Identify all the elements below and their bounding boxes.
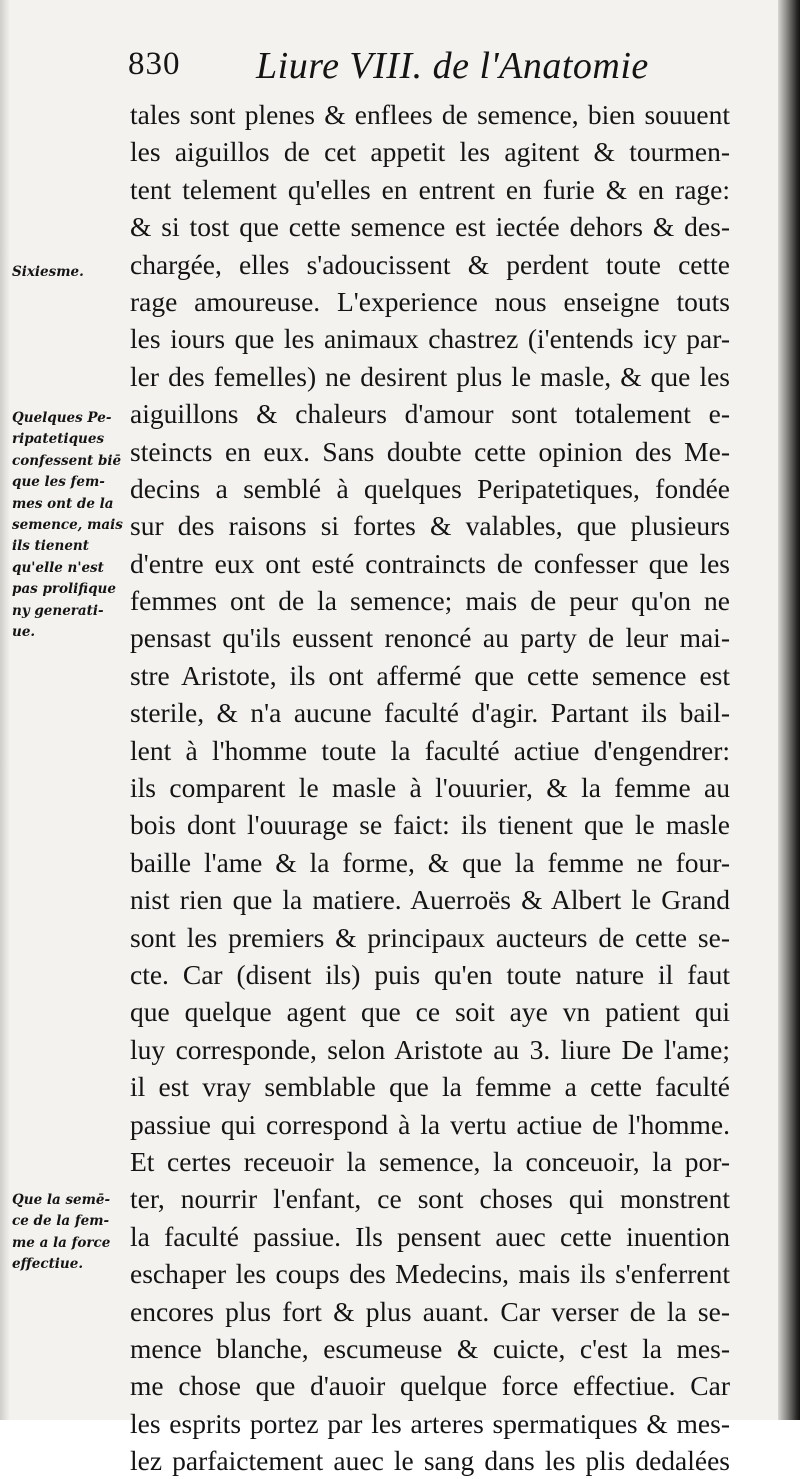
margin-note-line: ce de la fem- [12, 1213, 110, 1230]
margin-note-line: pas prolifique [12, 581, 116, 598]
text-line: me chose que d'auoir quelque force effectiue. Car [130, 1370, 730, 1402]
text-line: tales sont plenes & enflees de semence, bien souuent [130, 99, 730, 130]
text-line: nist rien que la matiere. Auerroës & Albert le Grand [130, 884, 730, 916]
text-line: bois dont l'ouurage se faict: ils tienent que le masle [130, 809, 730, 841]
scan-edge-left [0, 0, 10, 1420]
margin-note-sixiesme [12, 262, 130, 283]
text-line: lez parfaictement auec le sang dans les plis dedalées [130, 1445, 730, 1477]
margin-note-line: ripatetiques [12, 431, 105, 448]
margin-note-line: Que la semē- [12, 1192, 111, 1208]
text-line: Et certes receuoir la semence, la conceuoir, la por- [130, 1145, 730, 1177]
margin-note-peripatetiques [12, 408, 130, 643]
scan-edge-right [778, 0, 800, 1420]
margin-note-line: effectiue. [12, 1256, 84, 1273]
running-title: Liure VIII. de l'Anatomie [256, 45, 649, 87]
text-line: les esprits portez par les arteres spermatiques & mes- [130, 1407, 730, 1439]
text-line: lent à l'homme toute la faculté actiue d'engendrer: [130, 734, 730, 766]
text-line: femmes ont de la semence; mais de peur qu'on ne [130, 585, 730, 617]
margin-note-line: Quelques Pe- [12, 410, 112, 426]
margin-note-line: ny generati- [12, 602, 104, 619]
text-line: mence blanche, escumeuse & cuicte, c'est la mes- [130, 1332, 730, 1364]
margin-note-line: confessent biē [12, 452, 122, 469]
margin-note-semence-force [12, 1190, 130, 1276]
text-line: eschaper les coups des Medecins, mais ils s'enferrent [130, 1258, 730, 1290]
text-line: decins a semblé à quelques Peripatetiques, fondée [130, 472, 730, 504]
text-line: sur des raisons si fortes & valables, que plusieurs [130, 510, 730, 542]
text-line: steincts en eux. Sans doubte cette opinion des Me- [130, 435, 730, 467]
margin-note-line: me a la force [12, 1234, 111, 1251]
page-number: 830 [128, 46, 181, 82]
text-line: chargée, elles s'adoucissent & perdent toute cette [130, 248, 730, 280]
text-line: cte. Car (disent ils) puis qu'en toute nature il faut [130, 958, 730, 990]
margin-note-line: ils tienent [12, 538, 89, 555]
margin-note-line: que les fem- [12, 474, 105, 491]
text-line: d'entre eux ont esté contraincts de confesser que les [130, 547, 730, 579]
margin-note-line: Sixiesme. [12, 264, 84, 280]
text-line: que quelque agent que ce soit aye vn patient qui [130, 996, 730, 1028]
margin-note-line: mes ont de la [12, 495, 114, 512]
text-line: les aiguillos de cet appetit les agitent & tourmen- [130, 136, 730, 168]
text-line: sont les premiers & principaux aucteurs de cette se- [130, 921, 730, 953]
text-line: ils comparent le masle à l'ouurier, & la femme au [130, 772, 730, 804]
text-line: stre Aristote, ils ont affermé que cette semence est [130, 659, 730, 691]
main-text [130, 96, 730, 1479]
text-line: luy corresponde, selon Aristote au 3. liure De l'ame; [130, 1033, 730, 1065]
text-line: rage amoureuse. L'experience nous enseigne touts [130, 285, 730, 317]
text-line: aiguillons & chaleurs d'amour sont totalement e- [130, 398, 730, 430]
text-line: ler des femelles) ne desirent plus le masle, & que les [130, 360, 730, 392]
text-line: la faculté passiue. Ils pensent auec cette inuention [130, 1220, 730, 1252]
text-line: pensast qu'ils eussent renoncé au party de leur mai- [130, 622, 730, 654]
margin-note-line: ue. [12, 623, 36, 640]
margin-note-line: semence, mais [12, 516, 123, 533]
text-line: les iours que les animaux chastrez (i'entends icy par- [130, 323, 730, 355]
text-line: tent telement qu'elles en entrent en furie & en rage: [130, 173, 730, 205]
running-head [128, 44, 738, 96]
text-line: baille l'ame & la forme, & que la femme ne four- [130, 846, 730, 878]
text-line: encores plus fort & plus auant. Car verser de la se- [130, 1295, 730, 1327]
text-line: il est vray semblable que la femme a cette faculté [130, 1071, 730, 1103]
text-line: & si tost que cette semence est iectée dehors & des- [130, 211, 730, 243]
text-line: sterile, & n'a aucune faculté d'agir. Partant ils bail- [130, 697, 730, 729]
text-line: passiue qui correspond à la vertu actiue de l'homme. [130, 1108, 730, 1140]
margin-note-line: qu'elle n'est [12, 559, 104, 576]
text-line: ter, nourrir l'enfant, ce sont choses qui monstrent [130, 1183, 730, 1215]
